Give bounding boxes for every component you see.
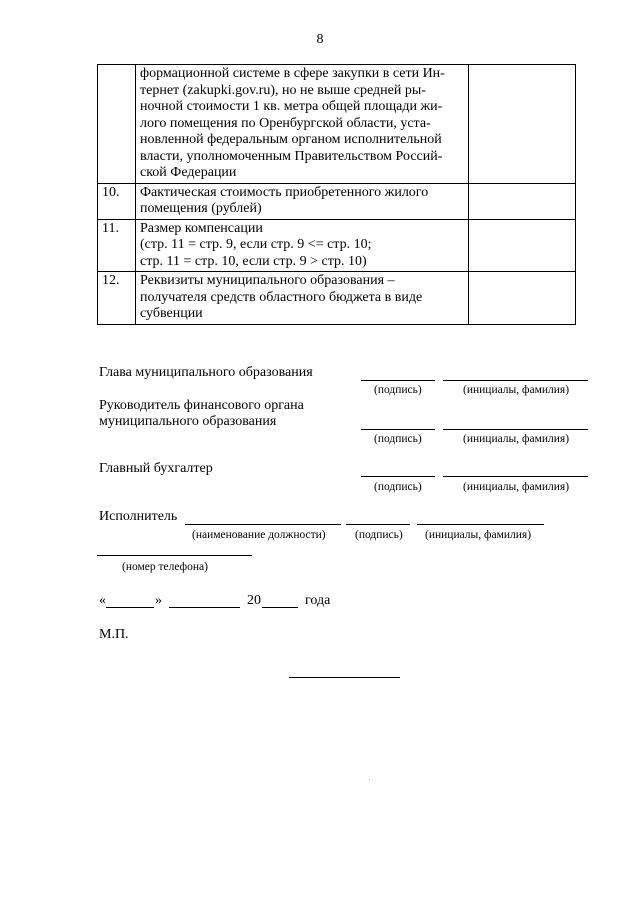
executor-signature-line: [346, 524, 410, 525]
description-line: Реквизиты муниципального образования –: [140, 273, 395, 288]
page-number: 8: [316, 32, 324, 47]
head-label: Глава муниципального образования: [99, 365, 313, 380]
accountant-signature-caption: (подпись): [374, 481, 422, 493]
executor-position-caption: (наименование должности): [192, 529, 326, 541]
executor-name-line: [417, 524, 544, 525]
finance-signature-caption: (подпись): [374, 433, 422, 445]
row-number: 12.: [98, 272, 136, 325]
head-signature-line: [361, 380, 435, 381]
table-row: [98, 183, 576, 219]
accountant-signature-line: [361, 476, 435, 477]
month-line: [169, 607, 240, 608]
row-value-cell: [469, 219, 576, 272]
day-line: [106, 607, 154, 608]
table-row: [98, 272, 576, 325]
phone-caption: (номер телефона): [122, 561, 208, 573]
description-line: Фактическая стоимость приобретенного жилого: [140, 184, 429, 200]
description-line: Размер компенсации: [140, 220, 263, 236]
executor-name-caption: (инициалы, фамилия): [425, 529, 532, 541]
row-number: 10.: [98, 183, 136, 219]
description-line: ночной стоимости 1 кв. метра общей площади жи-: [140, 99, 443, 114]
row-number: 11.: [98, 219, 136, 272]
description-line: формационной системе в сфере закупки в сети Ин-: [140, 66, 445, 81]
description-line: (стр. 11 = стр. 9, если стр. 9 <= стр. 10;: [140, 237, 372, 252]
row-value-cell: [469, 272, 576, 325]
table-row: [98, 65, 576, 184]
description-line: ской Федерации: [140, 165, 237, 180]
finance-label-2: муниципального образования: [99, 414, 277, 429]
end-separator: [289, 677, 400, 678]
finance-signature-line: [361, 429, 435, 430]
row-description: [136, 65, 469, 184]
description-line: тернет (zakupki.gov.ru), но не выше средней ры-: [140, 82, 426, 98]
accountant-label: Главный бухгалтер: [99, 461, 213, 476]
head-name-line: [443, 380, 588, 381]
description-line: получателя средств областного бюджета в виде: [140, 289, 423, 305]
row-description: [136, 219, 469, 272]
row-value-cell: [469, 65, 576, 184]
year-suffix: года: [305, 593, 331, 608]
description-line: власти, уполномоченным Правительством Россий-: [140, 148, 443, 164]
year-prefix: 20: [247, 593, 261, 608]
description-line: субвенции: [140, 306, 203, 321]
date-close-quote: »: [155, 593, 162, 608]
head-signature-caption: (подпись): [374, 384, 422, 396]
table-row: [98, 219, 576, 272]
executor-position-line: [185, 524, 341, 525]
finance-name-caption: (инициалы, фамилия): [463, 433, 570, 445]
executor-label: Исполнитель: [99, 509, 178, 524]
row-number: [98, 65, 136, 184]
description-line: новленной федеральным органом исполнительной: [140, 132, 442, 147]
accountant-name-line: [443, 476, 588, 477]
row-value-cell: [469, 183, 576, 219]
scan-speck: [369, 779, 370, 780]
row-description: [136, 272, 469, 325]
accountant-name-caption: (инициалы, фамилия): [463, 481, 570, 493]
row-description: [136, 183, 469, 219]
phone-line: [97, 555, 252, 556]
description-line: помещения (рублей): [140, 201, 262, 216]
executor-signature-caption: (подпись): [355, 529, 403, 541]
stamp-place: М.П.: [99, 627, 129, 642]
year-line: [262, 607, 298, 608]
finance-name-line: [443, 429, 588, 430]
description-line: лого помещения по Оренбургской области, уста-: [140, 115, 431, 131]
description-line: стр. 11 = стр. 10, если стр. 9 > стр. 10): [140, 253, 367, 269]
compensation-table: [97, 64, 576, 325]
date-open-quote: «: [99, 593, 106, 608]
head-name-caption: (инициалы, фамилия): [463, 384, 570, 396]
finance-label-1: Руководитель финансового органа: [99, 398, 304, 413]
